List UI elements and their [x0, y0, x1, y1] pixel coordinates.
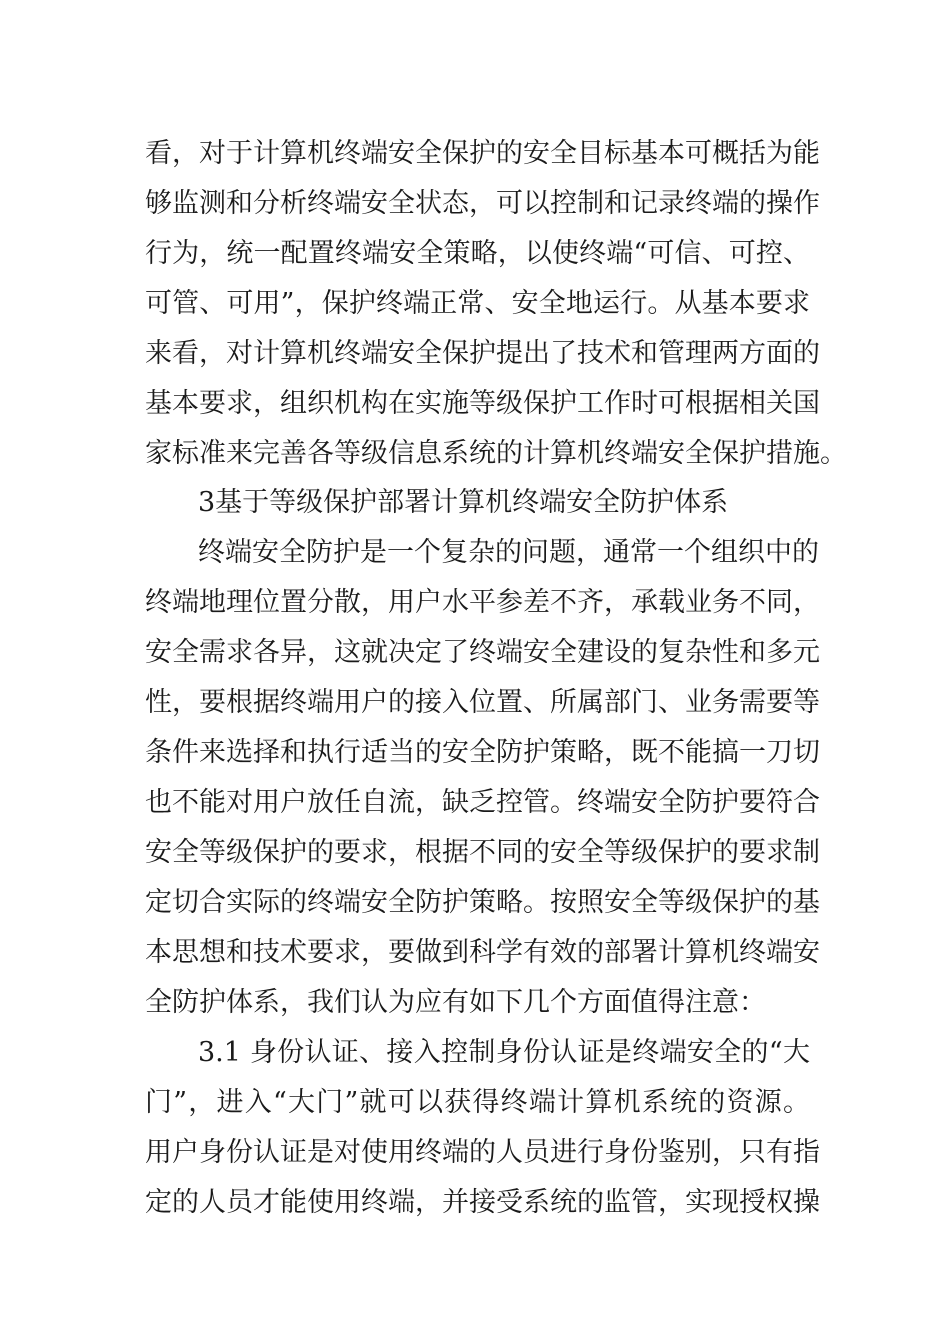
text-line: 终端安全防护是一个复杂的问题，通常一个组织中的	[198, 537, 819, 568]
section-heading: 3基于等级保护部署计算机终端安全防护体系	[198, 487, 729, 518]
text-line: 本思想和技术要求，要做到科学有效的部署计算机终端安	[145, 937, 820, 968]
text-line: 家标准来完善各等级信息系统的计算机终端安全保护措施。	[145, 438, 847, 469]
text-line: 定切合实际的终端安全防护策略。按照安全等级保护的基	[145, 887, 820, 918]
text-line: 安全需求各异，这就决定了终端安全建设的复杂性和多元	[145, 637, 820, 668]
text-line: 基本要求，组织机构在实施等级保护工作时可根据相关国	[145, 388, 820, 419]
text-line: 门”，进入“大门”就可以获得终端计算机系统的资源。	[145, 1087, 810, 1118]
text-line: 看，对于计算机终端安全保护的安全目标基本可概括为能	[145, 138, 820, 169]
text-line: 全防护体系，我们认为应有如下几个方面值得注意：	[145, 987, 766, 1018]
text-line: 也不能对用户放任自流，缺乏控管。终端安全防护要符合	[145, 787, 820, 818]
text-line: 用户身份认证是对使用终端的人员进行身份鉴别，只有指	[145, 1137, 820, 1168]
text-line: 性，要根据终端用户的接入位置、所属部门、业务需要等	[145, 687, 820, 718]
text-line: 行为，统一配置终端安全策略，以使终端“可信、可控、	[145, 238, 810, 269]
text-line: 安全等级保护的要求，根据不同的安全等级保护的要求制	[145, 837, 820, 868]
text-line: 可管、可用”，保护终端正常、安全地运行。从基本要求	[145, 288, 810, 319]
text-line: 终端地理位置分散，用户水平参差不齐，承载业务不同，	[145, 587, 820, 618]
text-line: 定的人员才能使用终端，并接受系统的监管，实现授权操	[145, 1187, 820, 1218]
text-line: 来看，对计算机终端安全保护提出了技术和管理两方面的	[145, 338, 820, 369]
text-line: 够监测和分析终端安全状态，可以控制和记录终端的操作	[145, 188, 820, 219]
subsection-line: 3.1 身份认证、接入控制身份认证是终端安全的“大	[198, 1037, 810, 1068]
text-line: 条件来选择和执行适当的安全防护策略，既不能搞一刀切	[145, 737, 820, 768]
